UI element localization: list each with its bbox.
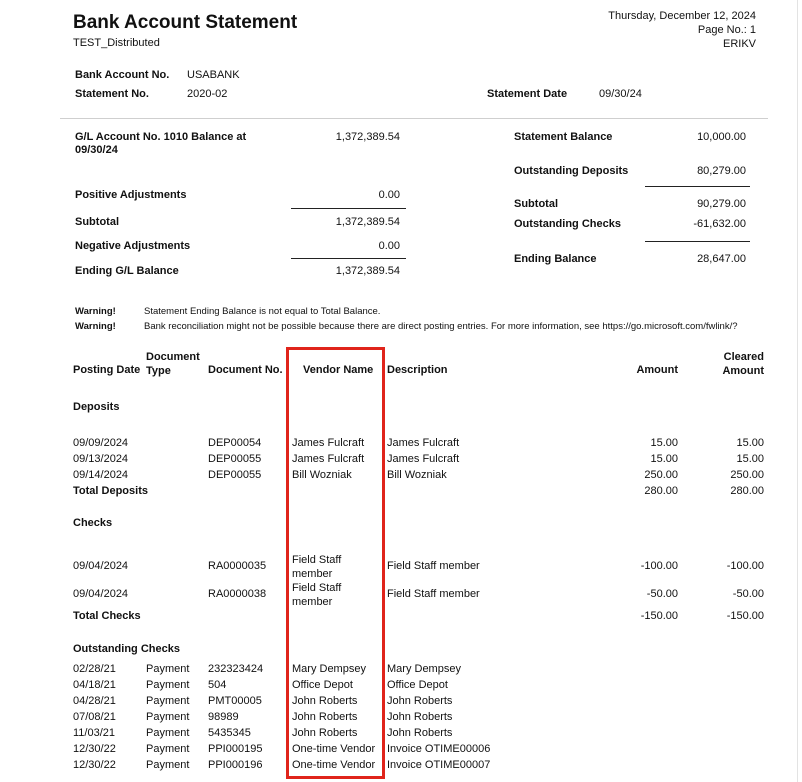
row-amount: 15.00: [650, 437, 678, 449]
row-doc-no: 504: [208, 679, 227, 691]
row-doc-no: DEP00055: [208, 469, 262, 481]
row-doc-no: 98989: [208, 711, 239, 723]
row-date: 09/04/2024: [73, 588, 129, 600]
row-description: John Roberts: [387, 711, 453, 723]
row-type: Payment: [146, 695, 190, 707]
row-type: Payment: [146, 679, 190, 691]
row-doc-no: RA0000035: [208, 560, 267, 572]
col-posting-date: Posting Date: [73, 364, 141, 376]
row-cleared: -100.00: [726, 560, 764, 572]
left-subtotal-label: Subtotal: [75, 216, 119, 228]
statement-date-value: 09/30/24: [599, 88, 642, 100]
sum-line: [645, 241, 750, 242]
report-title: Bank Account Statement: [73, 12, 298, 33]
row-description: Field Staff member: [387, 588, 480, 600]
vendor-column-highlight: [286, 347, 385, 779]
total-checks-amount: -150.00: [640, 610, 678, 622]
row-doc-no: PPI000195: [208, 743, 263, 755]
user-id: ERIKV: [722, 38, 756, 50]
row-description: Office Depot: [387, 679, 448, 691]
row-date: 02/28/21: [73, 663, 116, 675]
row-vendor: Field Staff member: [292, 582, 342, 608]
col-description: Description: [387, 364, 448, 376]
warning-label: Warning!: [75, 321, 116, 332]
row-vendor: Bill Wozniak: [292, 469, 352, 481]
outstanding-checks-label: Outstanding Checks: [514, 218, 621, 230]
row-doc-no: PMT00005: [208, 695, 262, 707]
row-date: 11/03/21: [73, 727, 116, 739]
bank-account-no-label: Bank Account No.: [75, 69, 170, 81]
gl-balance-label: G/L Account No. 1010 Balance at 09/30/24: [75, 131, 247, 156]
row-vendor: John Roberts: [292, 711, 358, 723]
row-vendor: One-time Vendor: [292, 743, 376, 755]
row-doc-no: PPI000196: [208, 759, 263, 771]
row-vendor: Field Staff member: [292, 554, 342, 580]
row-description: John Roberts: [387, 727, 453, 739]
row-description: Invoice OTIME00007: [387, 759, 491, 771]
outstanding-checks-heading: Outstanding Checks: [73, 643, 180, 655]
row-cleared: 15.00: [736, 453, 764, 465]
warning-text: Statement Ending Balance is not equal to Total Balance.: [144, 306, 381, 317]
sum-line: [291, 258, 406, 259]
total-deposits-label: Total Deposits: [73, 485, 148, 497]
row-date: 12/30/22: [73, 759, 116, 771]
row-type: Payment: [146, 743, 190, 755]
row-description: Field Staff member: [387, 560, 480, 572]
total-deposits-amount: 280.00: [644, 485, 678, 497]
row-doc-no: DEP00055: [208, 453, 262, 465]
page-number: Page No.: 1: [697, 24, 756, 36]
negative-adjustments-label: Negative Adjustments: [75, 240, 191, 252]
row-description: Bill Wozniak: [387, 469, 447, 481]
col-document-type: Document Type: [146, 351, 200, 377]
row-vendor: Office Depot: [292, 679, 353, 691]
row-description: Mary Dempsey: [387, 663, 461, 675]
outstanding-deposits-value: 80,279.00: [697, 165, 746, 177]
row-vendor: One-time Vendor: [292, 759, 376, 771]
statement-balance-label: Statement Balance: [514, 131, 613, 143]
bank-account-no-value: USABANK: [187, 69, 240, 81]
total-checks-label: Total Checks: [73, 610, 141, 622]
row-description: James Fulcraft: [387, 453, 460, 465]
ending-balance-value: 28,647.00: [697, 253, 746, 265]
row-type: Payment: [146, 727, 190, 739]
row-amount: -100.00: [640, 560, 678, 572]
total-deposits-cleared: 280.00: [730, 485, 764, 497]
right-subtotal-label: Subtotal: [514, 198, 558, 210]
negative-adjustments-value: 0.00: [378, 240, 400, 252]
report-subtitle: TEST_Distributed: [73, 37, 160, 49]
positive-adjustments-value: 0.00: [378, 189, 400, 201]
row-description: James Fulcraft: [387, 437, 460, 449]
row-type: Payment: [146, 711, 190, 723]
row-date: 04/18/21: [73, 679, 116, 691]
row-doc-no: RA0000038: [208, 588, 267, 600]
col-vendor-name: Vendor Name: [303, 364, 374, 376]
row-date: 04/28/21: [73, 695, 116, 707]
sum-line: [645, 186, 750, 187]
row-amount: 250.00: [644, 469, 678, 481]
row-vendor: John Roberts: [292, 727, 358, 739]
row-amount: -50.00: [646, 588, 678, 600]
left-subtotal-value: 1,372,389.54: [335, 216, 400, 228]
gl-balance-value: 1,372,389.54: [335, 131, 400, 143]
row-date: 07/08/21: [73, 711, 116, 723]
row-doc-no: 5435345: [208, 727, 251, 739]
row-date: 09/13/2024: [73, 453, 129, 465]
row-description: John Roberts: [387, 695, 453, 707]
right-subtotal-value: 90,279.00: [697, 198, 746, 210]
row-doc-no: 232323424: [208, 663, 264, 675]
row-date: 09/04/2024: [73, 560, 129, 572]
row-date: 09/09/2024: [73, 437, 129, 449]
checks-heading: Checks: [73, 517, 113, 529]
statement-no-value: 2020-02: [187, 88, 228, 100]
page-edge-divider: [797, 0, 798, 782]
positive-adjustments-label: Positive Adjustments: [75, 189, 187, 201]
row-doc-no: DEP00054: [208, 437, 262, 449]
row-type: Payment: [146, 759, 190, 771]
row-cleared: 15.00: [736, 437, 764, 449]
warning-label: Warning!: [75, 306, 116, 317]
statement-balance-value: 10,000.00: [697, 131, 746, 143]
row-description: Invoice OTIME00006: [387, 743, 491, 755]
total-checks-cleared: -150.00: [726, 610, 764, 622]
row-cleared: 250.00: [730, 469, 764, 481]
deposits-heading: Deposits: [73, 401, 120, 413]
ending-gl-balance-value: 1,372,389.54: [335, 265, 400, 277]
col-cleared-amount: Cleared Amount: [722, 351, 764, 377]
col-amount: Amount: [636, 364, 678, 376]
col-document-no: Document No.: [208, 364, 283, 376]
row-vendor: James Fulcraft: [292, 453, 365, 465]
warning-text: Bank reconciliation might not be possible because there are direct posting entries. For more information, see https://go.microsoft.com/fwlink/?: [144, 321, 738, 332]
row-vendor: Mary Dempsey: [292, 663, 366, 675]
row-type: Payment: [146, 663, 190, 675]
outstanding-deposits-label: Outstanding Deposits: [514, 165, 629, 177]
report-date: Thursday, December 12, 2024: [608, 10, 756, 22]
row-vendor: James Fulcraft: [292, 437, 365, 449]
outstanding-checks-value: -61,632.00: [693, 218, 746, 230]
statement-date-label: Statement Date: [487, 88, 568, 100]
sum-line: [291, 208, 406, 209]
row-date: 12/30/22: [73, 743, 116, 755]
ending-balance-label: Ending Balance: [514, 253, 597, 265]
row-amount: 15.00: [650, 453, 678, 465]
row-vendor: John Roberts: [292, 695, 358, 707]
section-divider: [60, 118, 768, 119]
row-date: 09/14/2024: [73, 469, 129, 481]
ending-gl-balance-label: Ending G/L Balance: [75, 265, 179, 277]
row-cleared: -50.00: [732, 588, 764, 600]
statement-no-label: Statement No.: [75, 88, 149, 100]
